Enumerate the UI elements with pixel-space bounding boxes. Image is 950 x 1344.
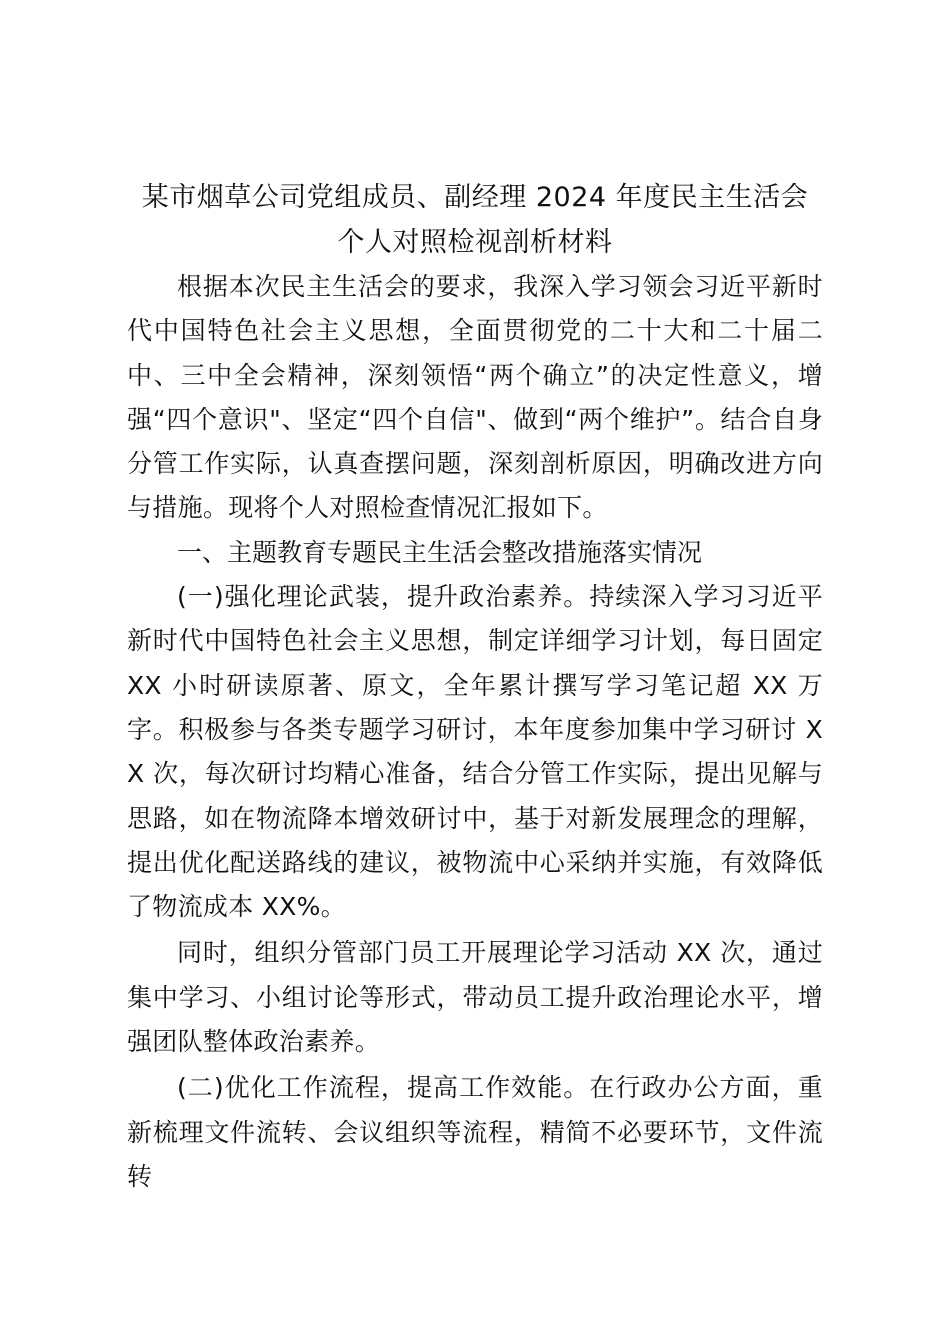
document-title xyxy=(127,175,823,265)
item-2-paragraph: (二)优化工作流程，提高工作效能。在行政办公方面，重新梳理文件流转、会议组织等流程，精简不必要环节，文件流转 xyxy=(127,1073,823,1191)
intro-paragraph: 根据本次民主生活会的要求，我深入学习领会习近平新时代中国特色社会主义思想，全面贯彻党的二十大和二十届二中、三中全会精神，深刻领悟“两个确立”的决定性意义，增强“四个意识"、坚定“四个自信"、做到“两个维护”。结合自身分管工作实际，认真查摆问题，深刻剖析原因，明确改进方向与措施。现将个人对照检查情况汇报如下。 xyxy=(127,272,823,523)
item-1-continuation-paragraph: 同时，组织分管部门员工开展理论学习活动 XX 次，通过集中学习、小组讨论等形式，带动员工提升政治理论水平，增强团队整体政治素养。 xyxy=(127,938,823,1057)
item-1-paragraph: (一)强化理论武装，提升政治素养。持续深入学习习近平新时代中国特色社会主义思想，制定详细学习计划，每日固定 XX 小时研读原著、原文，全年累计撰写学习笔记超 XX 万字。积极参与各类专题学习研讨，本年度参加集中学习研讨 XX 次，每次研讨均精心准备，结合分管工作实际，提出见解与思路，如在物流降本增效研讨中，基于对新发展理念的理解，提出优化配送路线的建议，被物流中心采纳并实施，有效降低了物流成本 XX%。 xyxy=(127,582,823,922)
document-body xyxy=(127,175,823,1199)
title-line-2: 个人对照检视剖析材料 xyxy=(337,227,613,258)
title-line-1: 某市烟草公司党组成员、副经理 2024 年度民主生活会 xyxy=(141,182,809,213)
section-heading-1: 一、主题教育专题民主生活会整改措施落实情况 xyxy=(177,537,703,567)
